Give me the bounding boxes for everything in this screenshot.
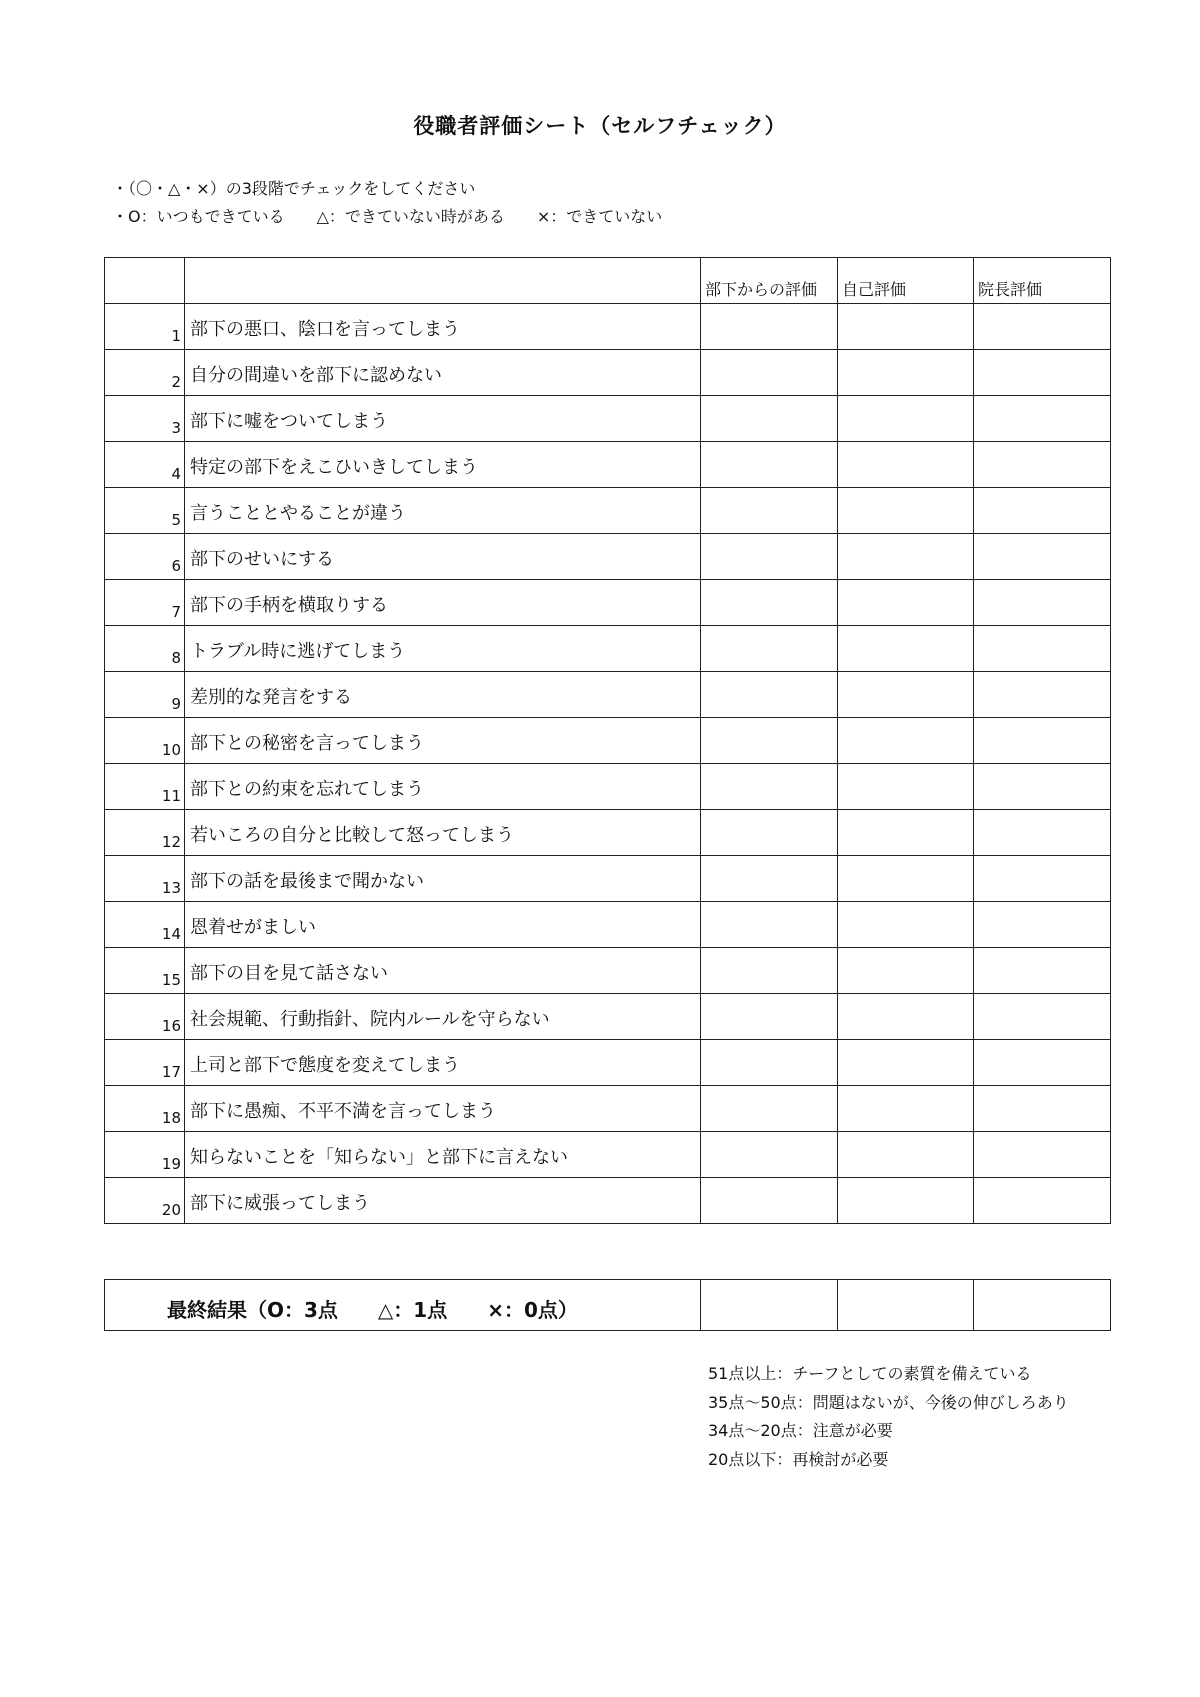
- self-eval-cell[interactable]: [838, 1086, 974, 1132]
- page-title: 役職者評価シート（セルフチェック）: [413, 114, 787, 138]
- director-eval-cell[interactable]: [974, 902, 1111, 948]
- row-item-text: 部下の悪口、陰口を言ってしまう: [185, 304, 701, 350]
- director-eval-cell[interactable]: [974, 718, 1111, 764]
- self-eval-cell[interactable]: [838, 1178, 974, 1224]
- row-item-text: 部下に威張ってしまう: [185, 1178, 701, 1224]
- director-eval-cell[interactable]: [974, 1178, 1111, 1224]
- final-result-subordinate-cell[interactable]: [701, 1280, 838, 1331]
- subordinate-eval-cell[interactable]: [701, 1040, 838, 1086]
- table-row: [105, 856, 1111, 902]
- table-row: [105, 442, 1111, 488]
- row-item-text: 知らないことを「知らない」と部下に言えない: [185, 1132, 701, 1178]
- director-eval-cell[interactable]: [974, 396, 1111, 442]
- subordinate-eval-cell[interactable]: [701, 350, 838, 396]
- row-number: 4: [105, 442, 185, 488]
- final-result-director-cell[interactable]: [974, 1280, 1111, 1331]
- director-eval-cell[interactable]: [974, 994, 1111, 1040]
- subordinate-eval-cell[interactable]: [701, 948, 838, 994]
- row-item-text: トラブル時に逃げてしまう: [185, 626, 701, 672]
- row-number: 20: [105, 1178, 185, 1224]
- row-item-text: 部下の目を見て話さない: [185, 948, 701, 994]
- table-row: [105, 948, 1111, 994]
- director-eval-cell[interactable]: [974, 350, 1111, 396]
- self-eval-cell[interactable]: [838, 994, 974, 1040]
- self-eval-cell[interactable]: [838, 1040, 974, 1086]
- row-number: 7: [105, 580, 185, 626]
- header-self-eval: 自己評価: [838, 258, 974, 304]
- subordinate-eval-cell[interactable]: [701, 396, 838, 442]
- self-eval-cell[interactable]: [838, 856, 974, 902]
- table-row: [105, 902, 1111, 948]
- row-item-text: 言うこととやることが違う: [185, 488, 701, 534]
- subordinate-eval-cell[interactable]: [701, 304, 838, 350]
- row-item-text: 部下に愚痴、不平不満を言ってしまう: [185, 1086, 701, 1132]
- table-row: [105, 304, 1111, 350]
- self-eval-cell[interactable]: [838, 672, 974, 718]
- row-number: 1: [105, 304, 185, 350]
- table-row: [105, 1178, 1111, 1224]
- row-number: 14: [105, 902, 185, 948]
- row-item-text: 特定の部下をえこひいきしてしまう: [185, 442, 701, 488]
- row-number: 12: [105, 810, 185, 856]
- subordinate-eval-cell[interactable]: [701, 1086, 838, 1132]
- director-eval-cell[interactable]: [974, 304, 1111, 350]
- row-number: 3: [105, 396, 185, 442]
- score-note: 34点～20点：注意が必要: [708, 1421, 893, 1440]
- row-item-text: 恩着せがましい: [185, 902, 701, 948]
- score-notes: [708, 1360, 1069, 1474]
- self-eval-cell[interactable]: [838, 1132, 974, 1178]
- table-row: [105, 764, 1111, 810]
- evaluation-table: [104, 257, 1111, 1224]
- subordinate-eval-cell[interactable]: [701, 856, 838, 902]
- header-row: [105, 258, 1111, 304]
- self-eval-cell[interactable]: [838, 304, 974, 350]
- row-item-text: 自分の間違いを部下に認めない: [185, 350, 701, 396]
- row-number: 17: [105, 1040, 185, 1086]
- self-eval-cell[interactable]: [838, 718, 974, 764]
- final-result-table: [104, 1279, 1111, 1331]
- subordinate-eval-cell[interactable]: [701, 994, 838, 1040]
- row-number: 19: [105, 1132, 185, 1178]
- row-item-text: 部下のせいにする: [185, 534, 701, 580]
- subordinate-eval-cell[interactable]: [701, 442, 838, 488]
- subordinate-eval-cell[interactable]: [701, 626, 838, 672]
- row-number: 5: [105, 488, 185, 534]
- row-item-text: 差別的な発言をする: [185, 672, 701, 718]
- subordinate-eval-cell[interactable]: [701, 1178, 838, 1224]
- director-eval-cell[interactable]: [974, 534, 1111, 580]
- row-number: 6: [105, 534, 185, 580]
- instruction-line: ・（〇・△・×）の3段階でチェックをしてください: [112, 179, 476, 198]
- director-eval-cell[interactable]: [974, 810, 1111, 856]
- table-row: [105, 488, 1111, 534]
- table-row: [105, 994, 1111, 1040]
- director-eval-cell[interactable]: [974, 1040, 1111, 1086]
- row-item-text: 部下との秘密を言ってしまう: [185, 718, 701, 764]
- row-item-text: 部下の話を最後まで聞かない: [185, 856, 701, 902]
- subordinate-eval-cell[interactable]: [701, 764, 838, 810]
- row-item-text: 部下の手柄を横取りする: [185, 580, 701, 626]
- director-eval-cell[interactable]: [974, 1086, 1111, 1132]
- row-item-text: 若いころの自分と比較して怒ってしまう: [185, 810, 701, 856]
- header-blank-text: [185, 258, 701, 304]
- table-row: [105, 580, 1111, 626]
- score-note: 35点～50点：問題はないが、今後の伸びしろあり: [708, 1392, 1069, 1412]
- row-number: 15: [105, 948, 185, 994]
- subordinate-eval-cell[interactable]: [701, 718, 838, 764]
- table-row: [105, 350, 1111, 396]
- table-row: [105, 534, 1111, 580]
- instruction-legend: ・O：いつもできている △：できていない時がある ×：できていない: [112, 207, 663, 226]
- director-eval-cell[interactable]: [974, 672, 1111, 718]
- self-eval-cell[interactable]: [838, 810, 974, 856]
- director-eval-cell[interactable]: [974, 442, 1111, 488]
- row-item-text: 上司と部下で態度を変えてしまう: [185, 1040, 701, 1086]
- subordinate-eval-cell[interactable]: [701, 902, 838, 948]
- header-subordinate-eval: 部下からの評価: [701, 258, 838, 304]
- self-eval-cell[interactable]: [838, 764, 974, 810]
- subordinate-eval-cell[interactable]: [701, 672, 838, 718]
- row-item-text: 部下との約束を忘れてしまう: [185, 764, 701, 810]
- table-row: [105, 396, 1111, 442]
- self-eval-cell[interactable]: [838, 534, 974, 580]
- table-row: [105, 1040, 1111, 1086]
- director-eval-cell[interactable]: [974, 626, 1111, 672]
- row-number: 9: [105, 672, 185, 718]
- row-number: 18: [105, 1086, 185, 1132]
- table-row: [105, 1086, 1111, 1132]
- final-result-label: 最終結果（O：3点 △：1点 ×：0点）: [105, 1280, 701, 1331]
- score-note: 20点以下：再検討が必要: [708, 1449, 889, 1469]
- self-eval-cell[interactable]: [838, 580, 974, 626]
- table-row: [105, 672, 1111, 718]
- table-row: [105, 1132, 1111, 1178]
- row-number: 8: [105, 626, 185, 672]
- row-number: 10: [105, 718, 185, 764]
- row-number: 11: [105, 764, 185, 810]
- self-eval-cell[interactable]: [838, 442, 974, 488]
- header-director-eval: 院長評価: [974, 258, 1111, 304]
- final-result-self-cell[interactable]: [838, 1280, 974, 1331]
- subordinate-eval-cell[interactable]: [701, 1132, 838, 1178]
- table-row: [105, 626, 1111, 672]
- row-item-text: 部下に嘘をついてしまう: [185, 396, 701, 442]
- row-number: 2: [105, 350, 185, 396]
- subordinate-eval-cell[interactable]: [701, 534, 838, 580]
- director-eval-cell[interactable]: [974, 580, 1111, 626]
- row-item-text: 社会規範、行動指針、院内ルールを守らない: [185, 994, 701, 1040]
- final-result-row: [105, 1280, 1111, 1331]
- self-eval-cell[interactable]: [838, 626, 974, 672]
- director-eval-cell[interactable]: [974, 948, 1111, 994]
- row-number: 16: [105, 994, 185, 1040]
- subordinate-eval-cell[interactable]: [701, 488, 838, 534]
- director-eval-cell[interactable]: [974, 764, 1111, 810]
- self-eval-cell[interactable]: [838, 488, 974, 534]
- subordinate-eval-cell[interactable]: [701, 580, 838, 626]
- header-blank-num: [105, 258, 185, 304]
- director-eval-cell[interactable]: [974, 1132, 1111, 1178]
- row-number: 13: [105, 856, 185, 902]
- table-row: [105, 810, 1111, 856]
- director-eval-cell[interactable]: [974, 856, 1111, 902]
- self-eval-cell[interactable]: [838, 902, 974, 948]
- table-row: [105, 718, 1111, 764]
- self-eval-cell[interactable]: [838, 948, 974, 994]
- self-eval-cell[interactable]: [838, 396, 974, 442]
- director-eval-cell[interactable]: [974, 488, 1111, 534]
- self-eval-cell[interactable]: [838, 350, 974, 396]
- score-note: 51点以上：チーフとしての素質を備えている: [708, 1364, 1032, 1383]
- subordinate-eval-cell[interactable]: [701, 810, 838, 856]
